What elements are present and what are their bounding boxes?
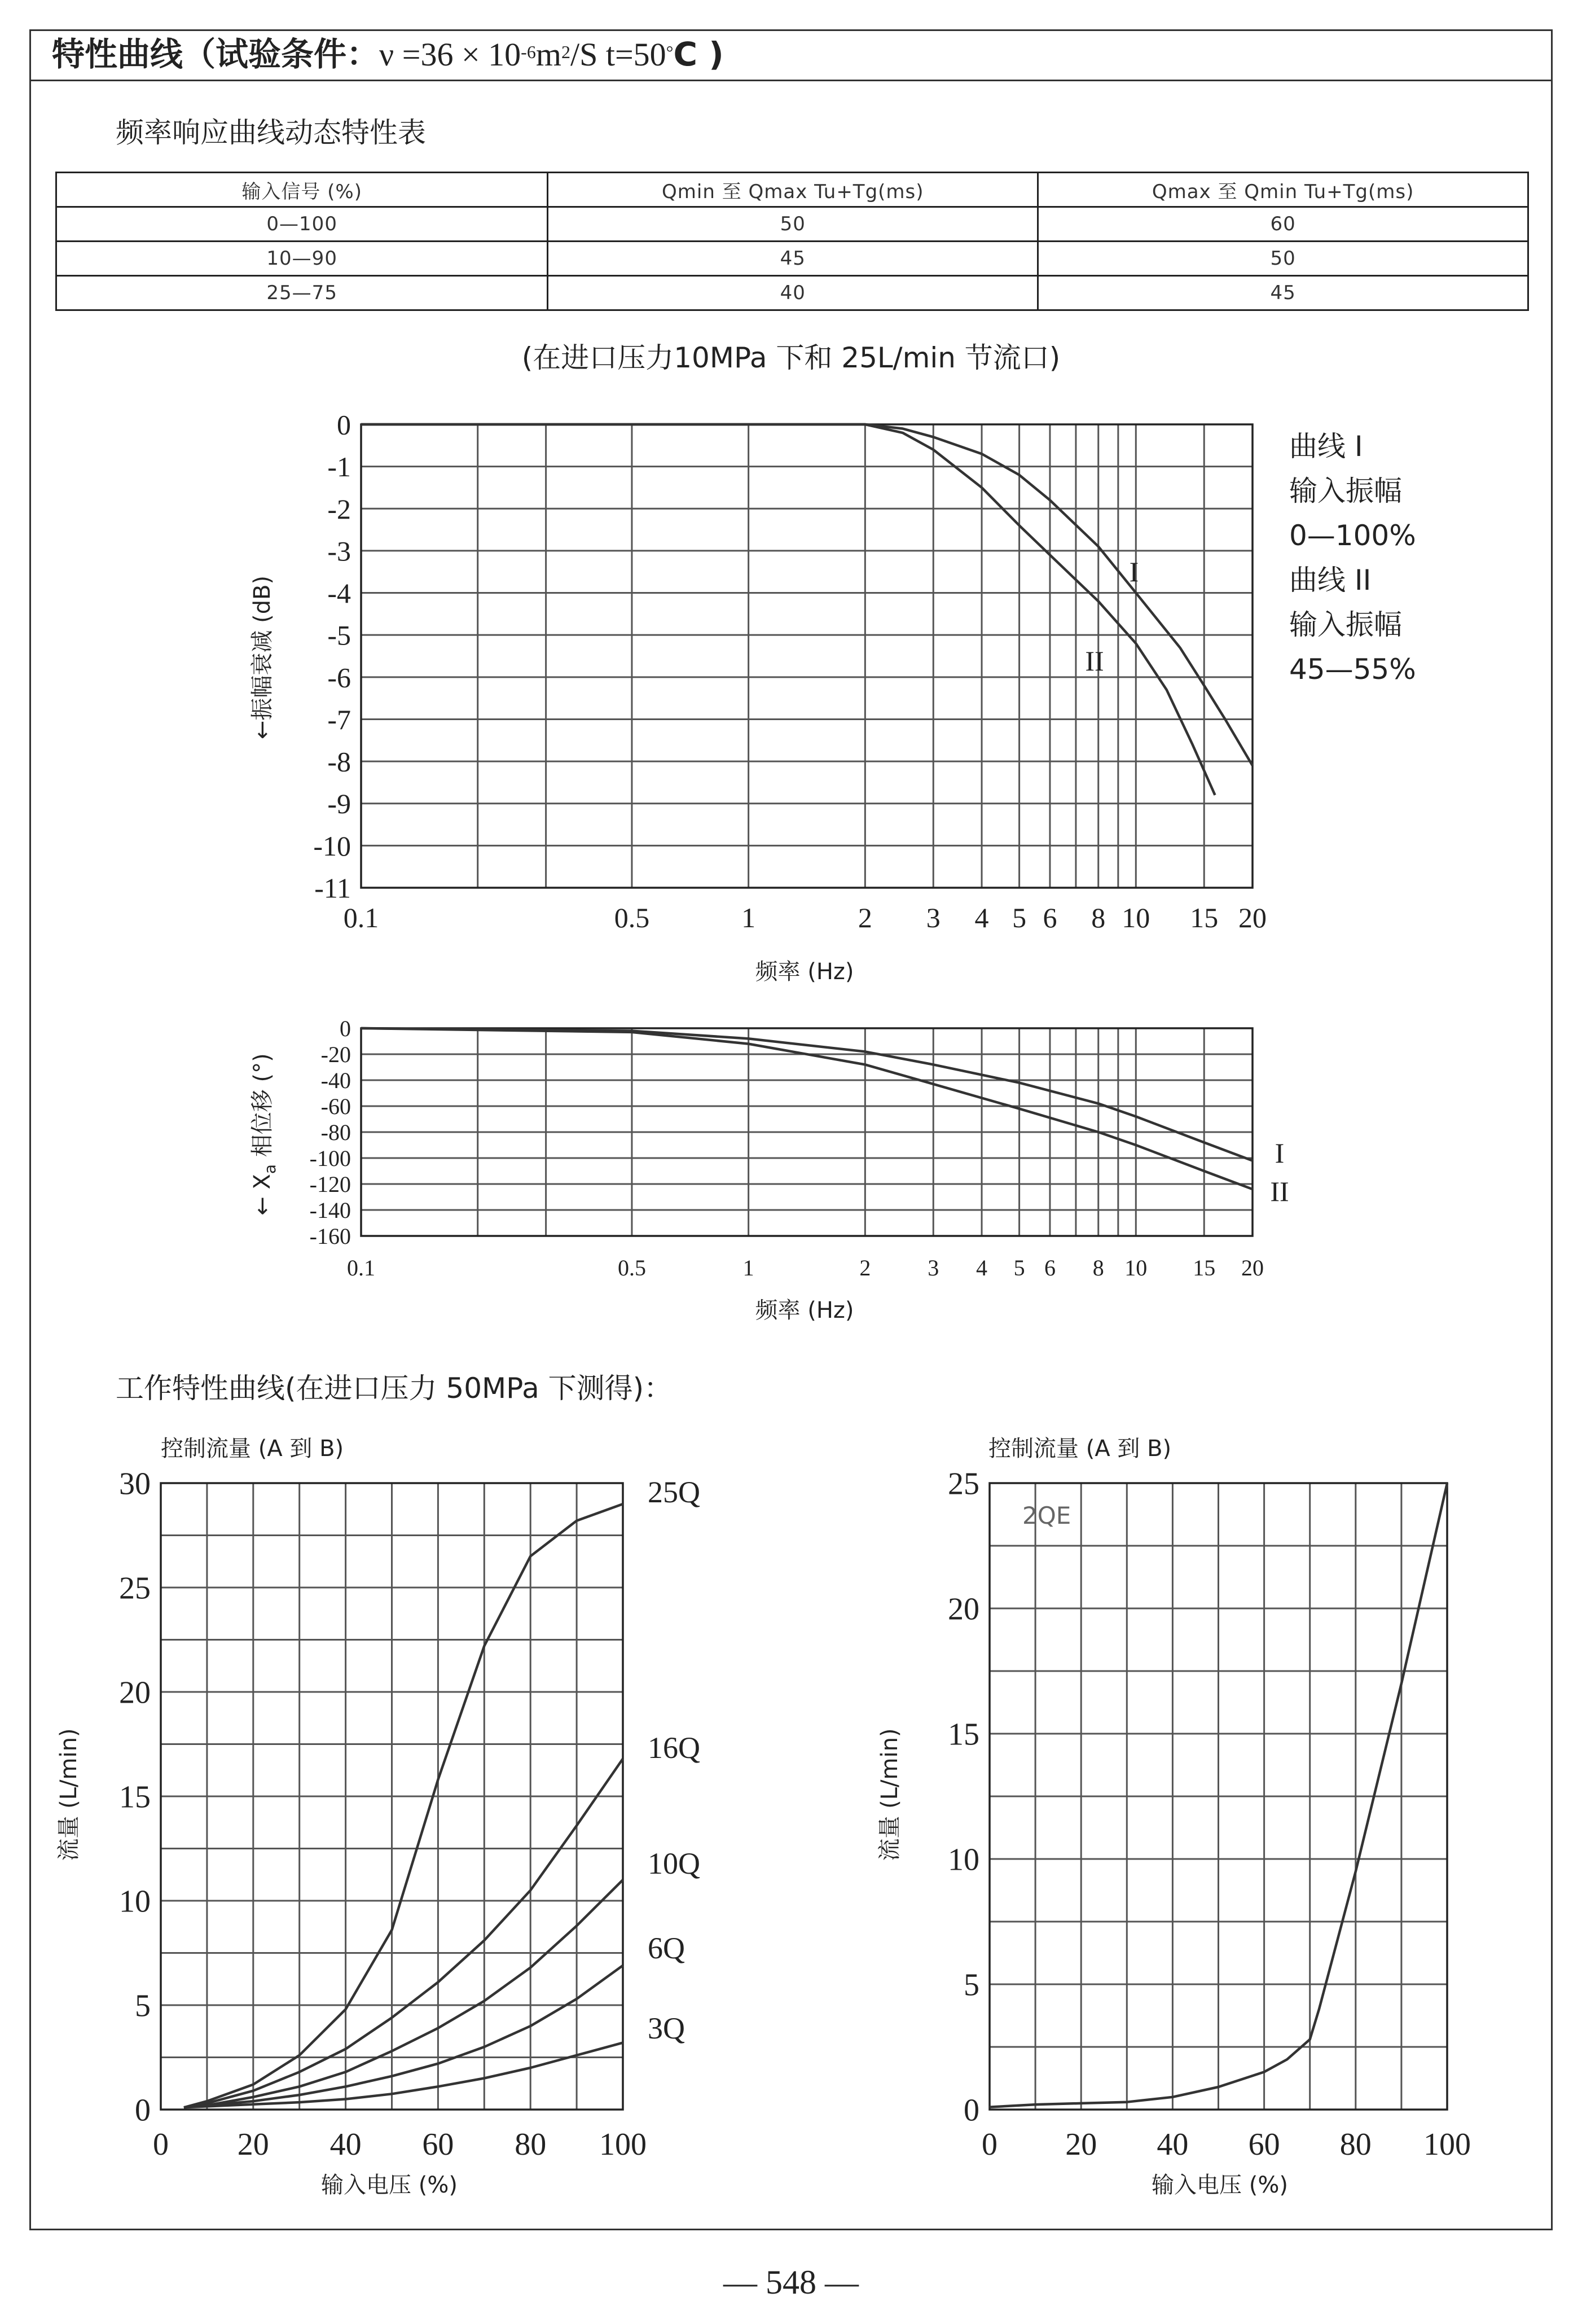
table-cell: 10—90 (56, 242, 548, 276)
x-tick-label: 0.5 (617, 1255, 646, 1281)
y-axis-label: ← $X_a$ 相位移 (°) (249, 1053, 279, 1216)
y-tick-label: 10 (119, 1884, 151, 1919)
x-tick-label: 60 (1248, 2127, 1280, 2162)
y-tick-label: -9 (327, 788, 351, 820)
x-tick-label: 0 (982, 2127, 997, 2162)
x-tick-label: 100 (599, 2127, 647, 2162)
series-label: 25Q (648, 1475, 700, 1509)
chart-top-label: 控制流量 (A 到 B) (988, 1436, 1172, 1462)
test-condition-caption: (在进口压力10MPa 下和 25L/min 节流口) (521, 341, 1061, 374)
x-tick-label: 40 (329, 2127, 362, 2162)
table-cell: 0—100 (56, 207, 548, 242)
series-label: 16Q (648, 1731, 700, 1765)
y-tick-label: 20 (948, 1591, 979, 1627)
x-tick-label: 20 (237, 2127, 269, 2162)
legend-line: 曲线 I (1289, 430, 1363, 463)
x-tick-label: 10 (1124, 1255, 1148, 1281)
table-cell: 45 (548, 242, 1038, 276)
legend-line: 输入振幅 (1289, 608, 1402, 641)
x-tick-label: 40 (1157, 2127, 1189, 2162)
x-tick-label: 8 (1092, 1255, 1104, 1281)
x-tick-label: 8 (1091, 902, 1106, 933)
x-axis-label: 频率 (Hz) (755, 959, 854, 985)
y-tick-label: -3 (327, 535, 351, 567)
y-axis-label: ←振幅衰减 (dB) (249, 575, 275, 740)
table-cell: 45 (1038, 276, 1528, 310)
y-tick-label: 0 (135, 2093, 151, 2128)
y-tick-label: -80 (320, 1120, 351, 1145)
y-tick-label: -100 (309, 1146, 351, 1171)
y-tick-label: 5 (964, 1967, 979, 2003)
x-tick-label: 0.1 (343, 902, 379, 933)
y-tick-label: 20 (119, 1675, 151, 1711)
x-tick-label: 60 (422, 2127, 454, 2162)
y-tick-label: 25 (119, 1571, 151, 1606)
y-tick-label: -160 (309, 1224, 351, 1249)
y-tick-label: -1 (327, 451, 351, 483)
y-tick-label: -8 (327, 746, 351, 778)
y-axis-label: 流量 (L/min) (877, 1728, 903, 1861)
y-tick-label: -5 (327, 619, 351, 651)
table-cell: 40 (548, 276, 1038, 310)
table-cell: 50 (548, 207, 1038, 242)
y-tick-label: 15 (119, 1779, 151, 1815)
x-tick-label: 3 (928, 1255, 939, 1281)
series-line (361, 424, 1215, 795)
section-heading-frequency-response: 频率响应曲线动态特性表 (116, 116, 426, 149)
x-tick-label: 6 (1044, 1255, 1056, 1281)
y-tick-label: -120 (309, 1172, 351, 1197)
series-line (184, 1504, 623, 2107)
y-tick-label: 15 (948, 1717, 979, 1752)
page-number: — 548 — (723, 2264, 859, 2301)
series-label: 3Q (648, 2011, 685, 2045)
page-title: 特性曲线（试验条件：$\nu =36 \times 10^{-6}m^2/S$ t=50°C ) (52, 35, 724, 73)
x-tick-label: 100 (1423, 2127, 1471, 2162)
x-axis-label: 频率 (Hz) (755, 1297, 854, 1323)
x-tick-label: 2 (858, 902, 872, 933)
series-line (184, 1759, 623, 2107)
x-tick-label: 4 (976, 1255, 988, 1281)
legend-line: 0—100% (1289, 519, 1416, 552)
x-tick-label: 5 (1013, 1255, 1025, 1281)
x-tick-label: 20 (1238, 902, 1267, 933)
x-tick-label: 5 (1012, 902, 1027, 933)
curve-label-I: I (1129, 556, 1139, 587)
curve-label-II: II (1270, 1176, 1289, 1207)
x-tick-label: 20 (1065, 2127, 1097, 2162)
y-tick-label: -10 (313, 830, 351, 862)
legend-line: 输入振幅 (1289, 475, 1402, 507)
x-tick-label: 2 (859, 1255, 871, 1281)
x-axis-label: 输入电压 (%) (321, 2172, 458, 2198)
x-tick-label: 0 (153, 2127, 169, 2162)
x-tick-label: 3 (926, 902, 941, 933)
series-label: 6Q (648, 1931, 685, 1965)
x-tick-label: 0.5 (614, 902, 650, 933)
y-tick-label: 10 (948, 1842, 979, 1878)
table-header-cell: Qmax 至 Qmin Tu+Tg(ms) (1038, 173, 1528, 207)
x-tick-label: 4 (974, 902, 989, 933)
x-tick-label: 15 (1193, 1255, 1216, 1281)
y-tick-label: -140 (309, 1198, 351, 1223)
legend-line: 曲线 II (1289, 564, 1372, 597)
chart-top-label: 控制流量 (A 到 B) (161, 1436, 344, 1462)
y-tick-label: -4 (327, 577, 351, 609)
table-cell: 60 (1038, 207, 1528, 242)
x-tick-label: 80 (515, 2127, 547, 2162)
y-tick-label: 25 (948, 1466, 979, 1502)
y-tick-label: 0 (340, 1016, 351, 1041)
x-tick-label: 20 (1241, 1255, 1264, 1281)
y-tick-label: 0 (337, 409, 351, 441)
legend-line: 45—55% (1289, 653, 1416, 686)
y-tick-label: 5 (135, 1988, 151, 2024)
section-heading-working-characteristics: 工作特性曲线(在进口压力 50MPa 下测得)： (116, 1372, 673, 1405)
y-tick-label: -40 (320, 1068, 351, 1093)
y-tick-label: -7 (327, 703, 351, 735)
chart-annotation: 2QE (1022, 1502, 1071, 1529)
x-tick-label: 10 (1122, 902, 1150, 933)
x-tick-label: 80 (1339, 2127, 1372, 2162)
y-tick-label: -20 (320, 1042, 351, 1067)
y-tick-label: -2 (327, 493, 351, 525)
y-tick-label: -6 (327, 661, 351, 694)
x-tick-label: 15 (1190, 902, 1219, 933)
y-axis-label: 流量 (L/min) (56, 1728, 82, 1861)
x-tick-label: 0.1 (347, 1255, 375, 1281)
table-header-cell: 输入信号 (%) (56, 173, 548, 207)
y-tick-label: -11 (314, 872, 351, 904)
x-axis-label: 输入电压 (%) (1152, 2172, 1288, 2198)
x-tick-label: 1 (741, 902, 756, 933)
y-tick-label: -60 (320, 1094, 351, 1119)
table-cell: 50 (1038, 242, 1528, 276)
table-header-cell: Qmin 至 Qmax Tu+Tg(ms) (548, 173, 1038, 207)
x-tick-label: 6 (1043, 902, 1057, 933)
series-label: 10Q (648, 1847, 700, 1880)
y-tick-label: 30 (119, 1466, 151, 1502)
table-cell: 25—75 (56, 276, 548, 310)
x-tick-label: 1 (742, 1255, 754, 1281)
curve-label-II: II (1085, 645, 1104, 677)
y-tick-label: 0 (964, 2093, 979, 2128)
curve-label-I: I (1275, 1137, 1285, 1169)
